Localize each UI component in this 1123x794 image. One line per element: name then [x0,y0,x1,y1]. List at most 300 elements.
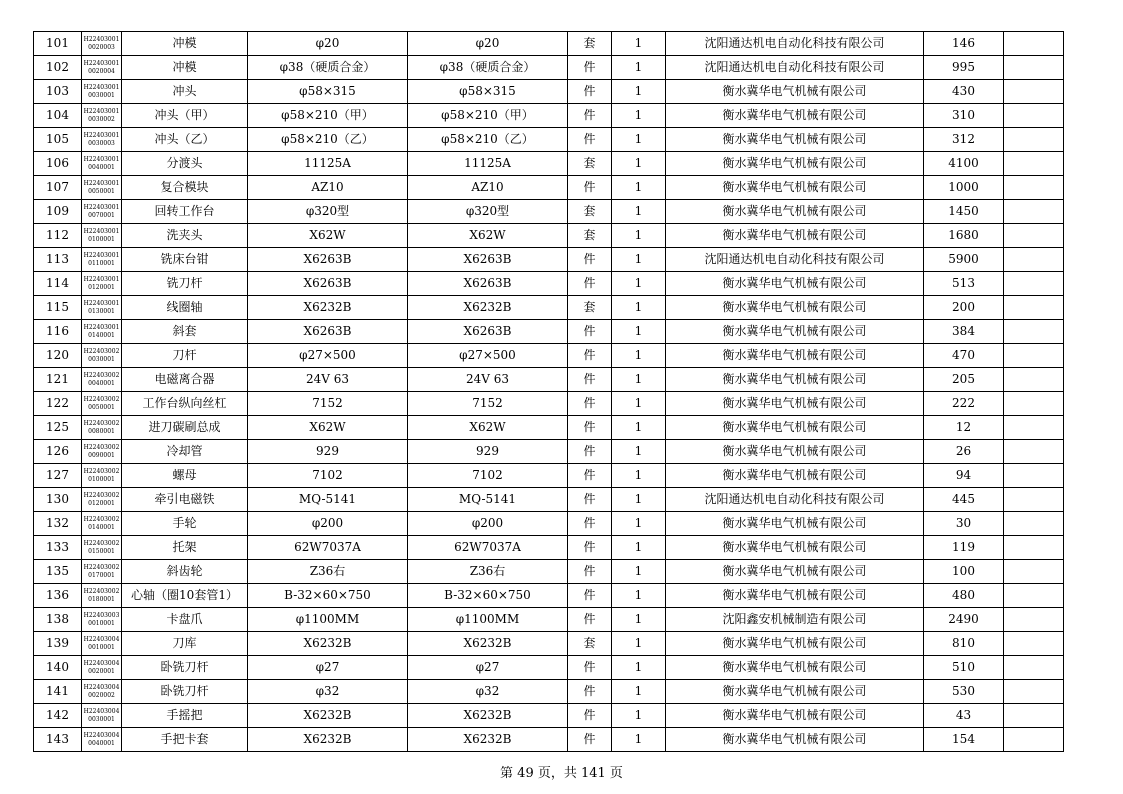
unit-cell: 件 [568,656,612,680]
item-code-cell [82,224,122,248]
unit-cell: 件 [568,584,612,608]
empty-cell [1004,128,1064,152]
item-code-cell [82,248,122,272]
supplier-cell: 衡水冀华电气机械有限公司 [666,560,924,584]
quantity-cell: 1 [612,440,666,464]
item-name-cell: 牵引电磁铁 [122,488,248,512]
unit-cell: 套 [568,32,612,56]
item-name-cell: 铣刀杆 [122,272,248,296]
spec-cell: φ1100MM [248,608,408,632]
spec-cell: X6263B [248,272,408,296]
price-cell: 530 [924,680,1004,704]
empty-cell [1004,416,1064,440]
price-cell: 513 [924,272,1004,296]
item-name-cell: 洗夹头 [122,224,248,248]
empty-cell [1004,104,1064,128]
unit-cell: 件 [568,272,612,296]
empty-cell [1004,80,1064,104]
spec-cell: X62W [248,224,408,248]
row-number-cell: 103 [34,80,82,104]
supplier-cell: 衡水冀华电气机械有限公司 [666,416,924,440]
price-cell: 445 [924,488,1004,512]
unit-cell: 套 [568,152,612,176]
quantity-cell: 1 [612,560,666,584]
supplier-cell: 衡水冀华电气机械有限公司 [666,224,924,248]
supplier-cell: 衡水冀华电气机械有限公司 [666,80,924,104]
supplier-cell: 衡水冀华电气机械有限公司 [666,728,924,752]
unit-cell: 件 [568,56,612,80]
item-code-cell [82,392,122,416]
item-name-cell: 托架 [122,536,248,560]
price-cell: 995 [924,56,1004,80]
model-cell: 11125A [408,152,568,176]
empty-cell [1004,152,1064,176]
spec-cell: φ32 [248,680,408,704]
item-code-cell [82,368,122,392]
empty-cell [1004,584,1064,608]
item-code-cell [82,632,122,656]
unit-cell: 件 [568,104,612,128]
item-name-cell: 冲头 [122,80,248,104]
row-number-cell: 141 [34,680,82,704]
item-code-part: 0080001 [88,427,115,435]
unit-cell: 件 [568,608,612,632]
model-cell: X6263B [408,272,568,296]
item-code-part: H22403002 [83,515,120,523]
quantity-cell: 1 [612,680,666,704]
item-code-part: 0050001 [88,403,115,411]
model-cell: φ58×315 [408,80,568,104]
item-name-cell: 电磁离合器 [122,368,248,392]
quantity-cell: 1 [612,488,666,512]
quantity-cell: 1 [612,608,666,632]
quantity-cell: 1 [612,272,666,296]
spec-cell: φ38（硬质合金） [248,56,408,80]
unit-cell: 件 [568,128,612,152]
table-row [34,680,1064,704]
quantity-cell: 1 [612,128,666,152]
row-number-cell: 126 [34,440,82,464]
table-row [34,728,1064,752]
quantity-cell: 1 [612,728,666,752]
price-cell: 1450 [924,200,1004,224]
unit-cell: 套 [568,200,612,224]
empty-cell [1004,632,1064,656]
price-cell: 310 [924,104,1004,128]
item-name-cell: 斜齿轮 [122,560,248,584]
unit-cell: 件 [568,464,612,488]
price-cell: 430 [924,80,1004,104]
empty-cell [1004,728,1064,752]
item-code-part: 0120001 [88,499,115,507]
unit-cell: 件 [568,368,612,392]
unit-cell: 件 [568,320,612,344]
table-row [34,152,1064,176]
table-row [34,32,1064,56]
spec-cell: X62W [248,416,408,440]
spec-cell: MQ-5141 [248,488,408,512]
quantity-cell: 1 [612,224,666,248]
item-code-cell [82,584,122,608]
model-cell: φ32 [408,680,568,704]
unit-cell: 件 [568,176,612,200]
empty-cell [1004,272,1064,296]
row-number-cell: 109 [34,200,82,224]
table-row [34,224,1064,248]
row-number-cell: 105 [34,128,82,152]
row-number-cell: 112 [34,224,82,248]
item-code-part: H22403002 [83,419,120,427]
price-cell: 2490 [924,608,1004,632]
item-code-cell [82,464,122,488]
item-name-cell: 分渡头 [122,152,248,176]
price-cell: 510 [924,656,1004,680]
model-cell: X6232B [408,728,568,752]
model-cell: 7152 [408,392,568,416]
spec-cell: AZ10 [248,176,408,200]
quantity-cell: 1 [612,512,666,536]
row-number-cell: 120 [34,344,82,368]
item-code-part: 0110001 [88,259,115,267]
supplier-cell: 衡水冀华电气机械有限公司 [666,680,924,704]
row-number-cell: 113 [34,248,82,272]
supplier-cell: 沈阳鑫安机械制造有限公司 [666,608,924,632]
table-row [34,488,1064,512]
spec-cell: φ20 [248,32,408,56]
item-name-cell: 复合模块 [122,176,248,200]
supplier-cell: 沈阳通达机电自动化科技有限公司 [666,56,924,80]
item-code-cell [82,128,122,152]
spec-cell: X6232B [248,728,408,752]
quantity-cell: 1 [612,152,666,176]
model-cell: AZ10 [408,176,568,200]
item-name-cell: 冲头（乙） [122,128,248,152]
item-code-part: 0040001 [88,163,115,171]
table-row [34,440,1064,464]
item-code-part: H22403001 [83,203,120,211]
model-cell: X6232B [408,632,568,656]
supplier-cell: 沈阳通达机电自动化科技有限公司 [666,32,924,56]
item-code-cell [82,320,122,344]
spec-cell: 11125A [248,152,408,176]
row-number-cell: 140 [34,656,82,680]
unit-cell: 套 [568,224,612,248]
price-cell: 94 [924,464,1004,488]
quantity-cell: 1 [612,464,666,488]
item-code-cell [82,680,122,704]
table-row [34,248,1064,272]
unit-cell: 件 [568,728,612,752]
supplier-cell: 衡水冀华电气机械有限公司 [666,464,924,488]
table-row [34,416,1064,440]
unit-cell: 件 [568,488,612,512]
row-number-cell: 107 [34,176,82,200]
item-code-part: 0030003 [88,139,115,147]
item-name-cell: 冲模 [122,32,248,56]
spec-cell: X6232B [248,632,408,656]
supplier-cell: 衡水冀华电气机械有限公司 [666,296,924,320]
supplier-cell: 衡水冀华电气机械有限公司 [666,392,924,416]
model-cell: 24V 63 [408,368,568,392]
model-cell: X62W [408,416,568,440]
quantity-cell: 1 [612,536,666,560]
quantity-cell: 1 [612,200,666,224]
unit-cell: 件 [568,344,612,368]
row-number-cell: 135 [34,560,82,584]
item-code-part: 0180001 [88,595,115,603]
spec-cell: 7152 [248,392,408,416]
quantity-cell: 1 [612,32,666,56]
quantity-cell: 1 [612,656,666,680]
item-code-cell [82,296,122,320]
price-cell: 12 [924,416,1004,440]
item-name-cell: 卧铣刀杆 [122,680,248,704]
price-cell: 26 [924,440,1004,464]
item-code-part: H22403004 [83,659,120,667]
model-cell: φ38（硬质合金） [408,56,568,80]
item-code-part: 0030001 [88,355,115,363]
item-name-cell: 冲头（甲） [122,104,248,128]
item-code-part: 0010001 [88,619,115,627]
spec-cell: B-32×60×750 [248,584,408,608]
item-name-cell: 卧铣刀杆 [122,656,248,680]
item-code-cell [82,272,122,296]
item-code-part: 0020002 [88,691,115,699]
quantity-cell: 1 [612,416,666,440]
table-row [34,392,1064,416]
spec-cell: φ200 [248,512,408,536]
item-code-part: 0070001 [88,211,115,219]
row-number-cell: 114 [34,272,82,296]
item-code-cell [82,176,122,200]
supplier-cell: 衡水冀华电气机械有限公司 [666,656,924,680]
item-code-part: H22403001 [83,35,120,43]
item-code-part: H22403002 [83,371,120,379]
table-row [34,608,1064,632]
model-cell: φ58×210（甲） [408,104,568,128]
item-code-cell [82,344,122,368]
item-code-cell [82,80,122,104]
item-code-cell [82,536,122,560]
item-code-part: 0140001 [88,523,115,531]
item-code-part: 0030001 [88,715,115,723]
unit-cell: 件 [568,704,612,728]
unit-cell: 套 [568,296,612,320]
item-code-part: H22403001 [83,131,120,139]
supplier-cell: 衡水冀华电气机械有限公司 [666,704,924,728]
quantity-cell: 1 [612,344,666,368]
page-footer: 第 49 页，共 141 页 [500,766,623,781]
price-cell: 312 [924,128,1004,152]
model-cell: X6263B [408,248,568,272]
model-cell: φ27×500 [408,344,568,368]
supplier-cell: 衡水冀华电气机械有限公司 [666,368,924,392]
table-row [34,80,1064,104]
row-number-cell: 104 [34,104,82,128]
item-code-cell [82,704,122,728]
empty-cell [1004,344,1064,368]
quantity-cell: 1 [612,704,666,728]
item-code-part: 0050001 [88,187,115,195]
price-cell: 1680 [924,224,1004,248]
item-name-cell: 心轴（圈10套管1） [122,584,248,608]
row-number-cell: 121 [34,368,82,392]
price-cell: 384 [924,320,1004,344]
item-code-part: 0020004 [88,67,115,75]
row-number-cell: 138 [34,608,82,632]
item-code-part: H22403002 [83,587,120,595]
supplier-cell: 衡水冀华电气机械有限公司 [666,272,924,296]
item-code-cell [82,56,122,80]
price-cell: 200 [924,296,1004,320]
item-code-part: 0040001 [88,739,115,747]
model-cell: φ58×210（乙） [408,128,568,152]
item-code-cell [82,32,122,56]
quantity-cell: 1 [612,104,666,128]
unit-cell: 件 [568,680,612,704]
table-row [34,656,1064,680]
item-code-part: 0090001 [88,451,115,459]
model-cell: B-32×60×750 [408,584,568,608]
empty-cell [1004,224,1064,248]
supplier-cell: 衡水冀华电气机械有限公司 [666,536,924,560]
empty-cell [1004,608,1064,632]
supplier-cell: 衡水冀华电气机械有限公司 [666,200,924,224]
item-code-part: 0100001 [88,475,115,483]
item-code-cell [82,728,122,752]
unit-cell: 件 [568,440,612,464]
supplier-cell: 衡水冀华电气机械有限公司 [666,440,924,464]
price-cell: 205 [924,368,1004,392]
unit-cell: 件 [568,392,612,416]
table-row [34,320,1064,344]
empty-cell [1004,680,1064,704]
empty-cell [1004,176,1064,200]
quantity-cell: 1 [612,632,666,656]
item-code-cell [82,200,122,224]
item-code-part: H22403002 [83,395,120,403]
empty-cell [1004,320,1064,344]
row-number-cell: 106 [34,152,82,176]
spec-cell: φ58×210（乙） [248,128,408,152]
table-row [34,176,1064,200]
table-row [34,200,1064,224]
empty-cell [1004,32,1064,56]
table-row [34,512,1064,536]
item-code-part: 0130001 [88,307,115,315]
price-cell: 222 [924,392,1004,416]
item-code-cell [82,512,122,536]
item-name-cell: 卡盘爪 [122,608,248,632]
model-cell: φ1100MM [408,608,568,632]
item-code-cell [82,560,122,584]
table-row [34,128,1064,152]
row-number-cell: 130 [34,488,82,512]
table-row [34,584,1064,608]
item-name-cell: 手摇把 [122,704,248,728]
table-row [34,296,1064,320]
table-row [34,368,1064,392]
unit-cell: 件 [568,80,612,104]
item-code-part: H22403001 [83,107,120,115]
price-cell: 154 [924,728,1004,752]
supplier-cell: 衡水冀华电气机械有限公司 [666,128,924,152]
row-number-cell: 116 [34,320,82,344]
row-number-cell: 102 [34,56,82,80]
supplier-cell: 沈阳通达机电自动化科技有限公司 [666,248,924,272]
table-row [34,464,1064,488]
price-cell: 146 [924,32,1004,56]
empty-cell [1004,464,1064,488]
item-code-part: H22403003 [83,611,120,619]
item-name-cell: 冷却管 [122,440,248,464]
spec-cell: 7102 [248,464,408,488]
spec-cell: φ320型 [248,200,408,224]
quantity-cell: 1 [612,248,666,272]
table-row [34,56,1064,80]
quantity-cell: 1 [612,392,666,416]
item-code-part: H22403001 [83,155,120,163]
item-code-cell [82,608,122,632]
item-code-part: H22403004 [83,707,120,715]
item-code-part: H22403001 [83,59,120,67]
item-code-part: H22403001 [83,323,120,331]
item-name-cell: 刀库 [122,632,248,656]
price-cell: 4100 [924,152,1004,176]
item-code-part: H22403002 [83,347,120,355]
item-name-cell: 铣床台钳 [122,248,248,272]
model-cell: φ320型 [408,200,568,224]
price-cell: 1000 [924,176,1004,200]
item-code-part: 0170001 [88,571,115,579]
unit-cell: 套 [568,632,612,656]
empty-cell [1004,368,1064,392]
price-cell: 119 [924,536,1004,560]
price-cell: 30 [924,512,1004,536]
item-code-part: H22403002 [83,443,120,451]
row-number-cell: 142 [34,704,82,728]
price-cell: 470 [924,344,1004,368]
row-number-cell: 101 [34,32,82,56]
item-code-part: H22403001 [83,179,120,187]
price-cell: 43 [924,704,1004,728]
supplier-cell: 衡水冀华电气机械有限公司 [666,152,924,176]
quantity-cell: 1 [612,80,666,104]
supplier-cell: 衡水冀华电气机械有限公司 [666,176,924,200]
spec-cell: 62W7037A [248,536,408,560]
empty-cell [1004,488,1064,512]
unit-cell: 件 [568,512,612,536]
row-number-cell: 143 [34,728,82,752]
row-number-cell: 122 [34,392,82,416]
item-code-part: H22403004 [83,635,120,643]
model-cell: X6263B [408,320,568,344]
table-row [34,536,1064,560]
model-cell: 7102 [408,464,568,488]
item-code-part: 0010001 [88,643,115,651]
price-cell: 5900 [924,248,1004,272]
quantity-cell: 1 [612,176,666,200]
table-row [34,704,1064,728]
item-code-part: H22403001 [83,83,120,91]
row-number-cell: 139 [34,632,82,656]
spec-cell: Z36右 [248,560,408,584]
item-name-cell: 手把卡套 [122,728,248,752]
item-code-part: 0020003 [88,43,115,51]
model-cell: 62W7037A [408,536,568,560]
item-code-part: H22403002 [83,563,120,571]
supplier-cell: 衡水冀华电气机械有限公司 [666,584,924,608]
